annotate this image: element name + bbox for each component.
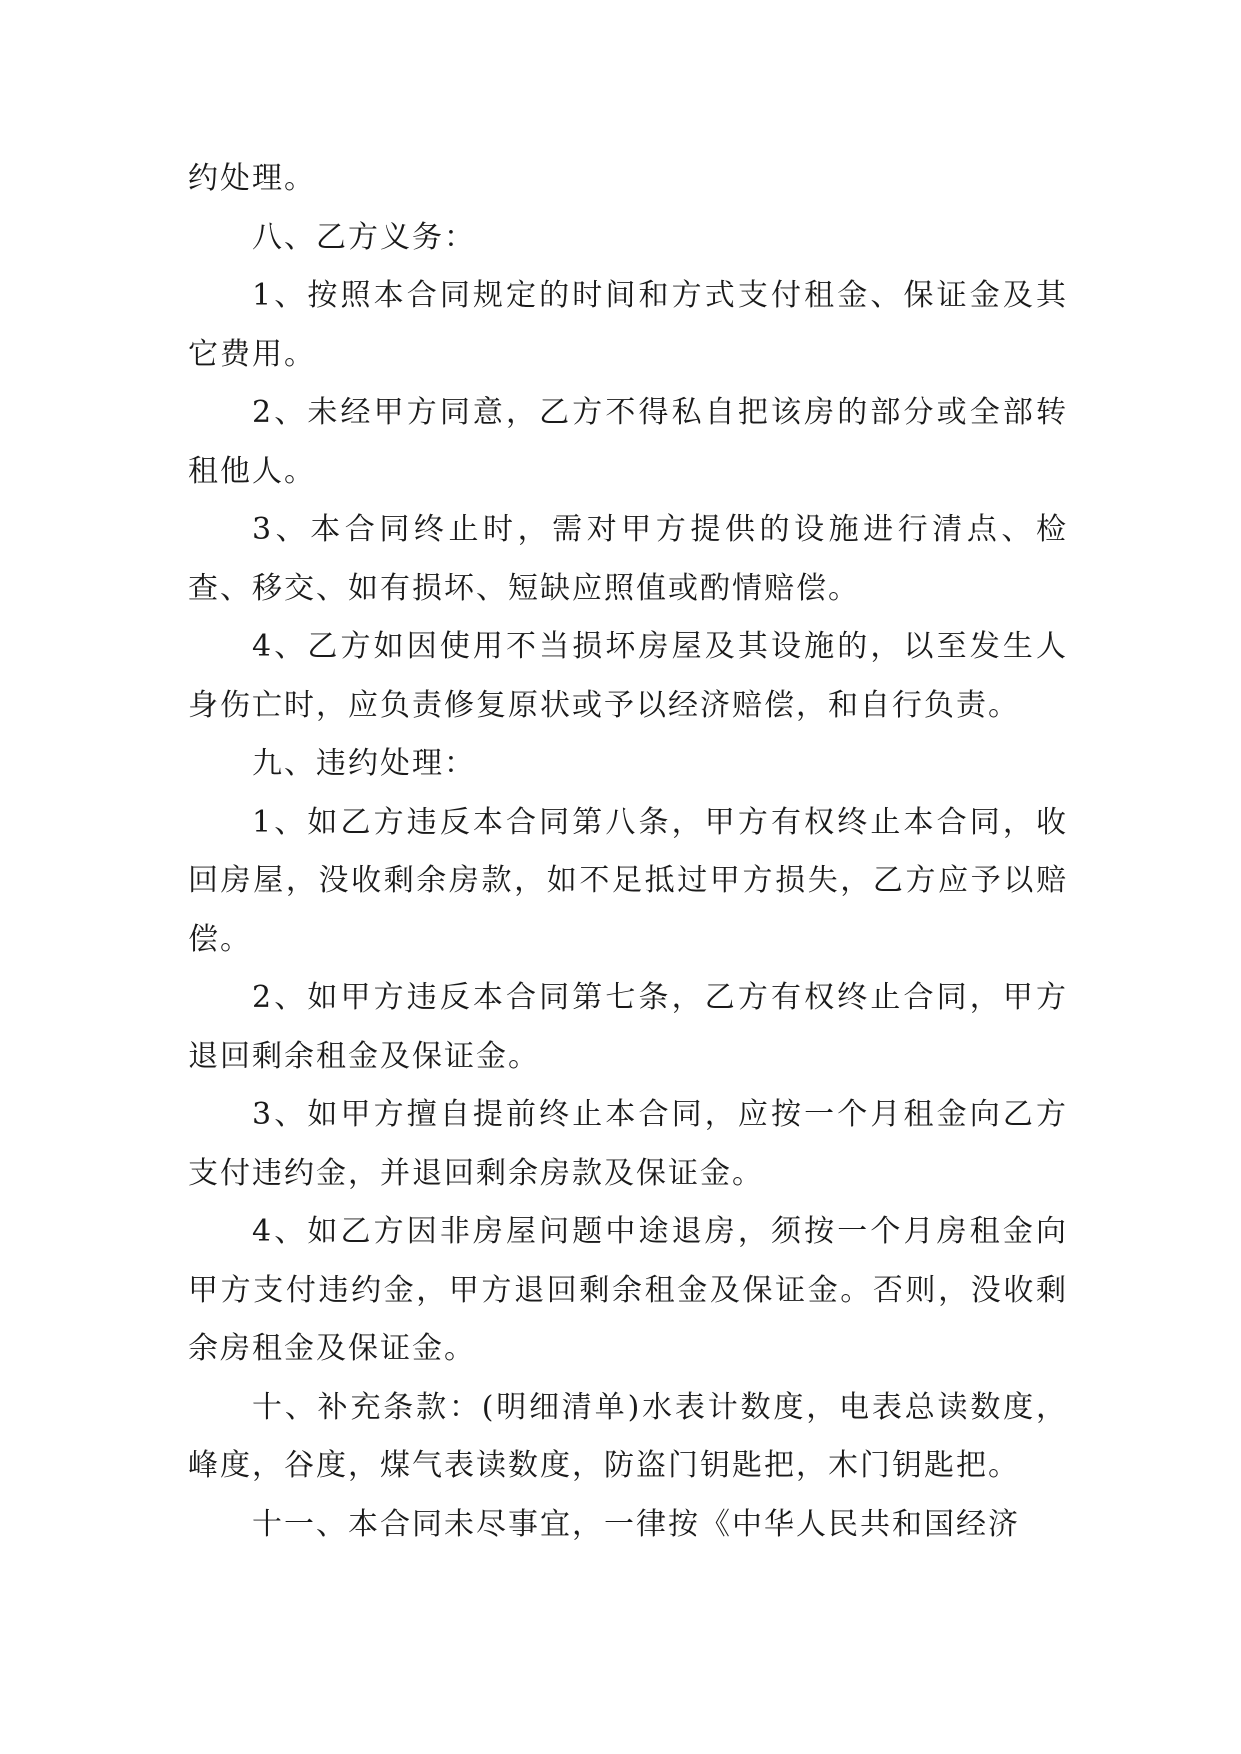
clause-8-3: 3、本合同终止时，需对甲方提供的设施进行清点、检查、移交、如有损坏、短缺应照值或酌情赔偿。 xyxy=(188,512,1068,606)
section-11-start: 十一、本合同未尽事宜，一律按《中华人民共和国经济 xyxy=(252,1506,1020,1542)
clause-9-2: 2、如甲方违反本合同第七条，乙方有权终止合同，甲方退回剩余租金及保证金。 xyxy=(188,980,1068,1074)
section-heading-9: 九、违约处理： xyxy=(252,746,476,781)
section-heading-8: 八、乙方义务： xyxy=(252,219,476,255)
clause-8-2: 2、未经甲方同意，乙方不得私自把该房的部分或全部转租他人。 xyxy=(188,395,1068,489)
clause-9-4: 4、如乙方因非房屋问题中途退房，须按一个月房租金向甲方支付违约金，甲方退回剩余租金及保证金。否则，没收剩余房租金及保证金。 xyxy=(188,1214,1068,1366)
clause-8-1: 1、按照本合同规定的时间和方式支付租金、保证金及其它费用。 xyxy=(188,278,1068,372)
clause-9-3: 3、如甲方擅自提前终止本合同，应按一个月租金向乙方支付违约金，并退回剩余房款及保证金。 xyxy=(188,1097,1068,1191)
document-body xyxy=(188,150,1068,1554)
section-10-supplementary: 十、补充条款：(明细清单)水表计数度，电表总读数度，峰度，谷度，煤气表读数度，防盗门钥匙把，木门钥匙把。 xyxy=(188,1389,1068,1483)
paragraph-continuation: 约处理。 xyxy=(188,161,316,196)
clause-9-1: 1、如乙方违反本合同第八条，甲方有权终止本合同，收回房屋，没收剩余房款，如不足抵过甲方损失，乙方应予以赔偿。 xyxy=(188,804,1068,957)
clause-8-4: 4、乙方如因使用不当损坏房屋及其设施的，以至发生人身伤亡时，应负责修复原状或予以经济赔偿，和自行负责。 xyxy=(188,629,1068,723)
